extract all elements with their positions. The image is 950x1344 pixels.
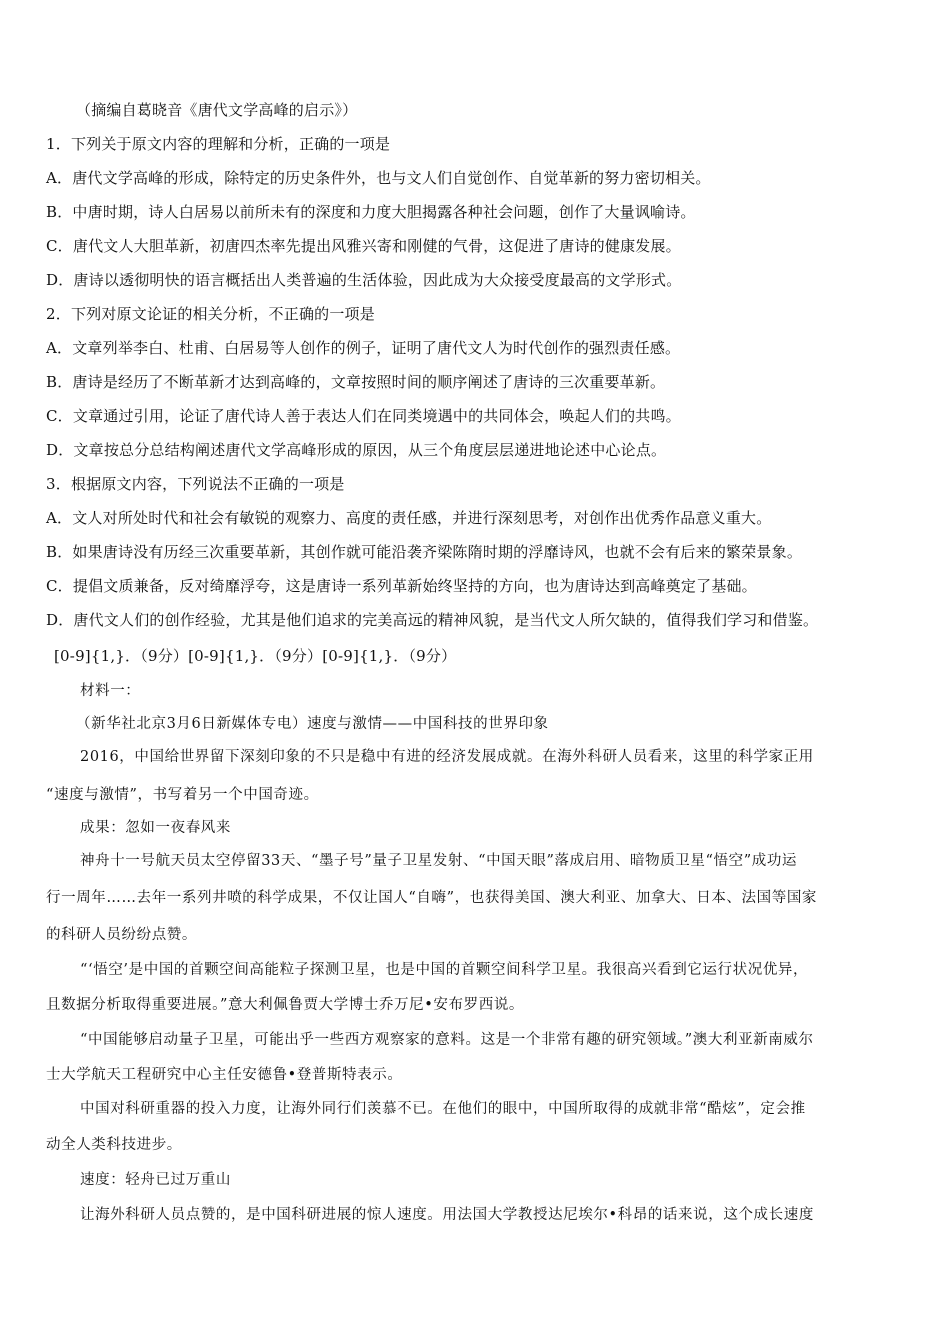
paragraph-4-line-2: 士大学航天工程研究中心主任安德鲁•登普斯特表示。 [46, 1067, 403, 1083]
paragraph-5-line-2: 动全人类科技进步。 [46, 1137, 182, 1153]
paragraph-3-line-1: “‘悟空’是中国的首颗空间高能粒子探测卫星，也是中国的首颗空间科学卫星。我很高兴看到它运行状况优异， [80, 962, 809, 978]
material-label: 材料一： [80, 683, 141, 699]
paragraph-6-line-1: 让海外科研人员点赞的，是中国科研进展的惊人速度。用法国大学教授达尼埃尔•科昂的话来说，这个成长速度 [80, 1207, 814, 1223]
question-1-stem: 1．下列关于原文内容的理解和分析，正确的一项是 [46, 135, 391, 153]
question-2-option-b: B．唐诗是经历了不断革新才达到高峰的，文章按照时间的顺序阐述了唐诗的三次重要革新。 [46, 373, 666, 391]
question-3-option-c: C．提倡文质兼备，反对绮靡浮夸，这是唐诗一系列革新始终坚持的方向，也为唐诗达到高峰奠定了基础。 [46, 577, 757, 595]
score-line: [0-9]{1,}．（9分）[0-9]{1,}．（9分）[0-9]{1,}．（9分） [54, 647, 457, 665]
question-3-option-b: B．如果唐诗没有历经三次重要革新，其创作就可能沿袭齐梁陈隋时期的浮靡诗风，也就不会有后来的繁荣景象。 [46, 543, 803, 561]
question-2-option-c: C．文章通过引用，论证了唐代诗人善于表达人们在同类境遇中的共同体会，唤起人们的共鸣。 [46, 407, 681, 425]
question-2-option-d: D．文章按总分总结构阐述唐代文学高峰形成的原因，从三个角度层层递进地论述中心论点。 [46, 441, 667, 459]
question-3-option-d: D．唐代文人们的创作经验，尤其是他们追求的完美高远的精神风貌，是当代文人所欠缺的，值得我们学习和借鉴。 [46, 611, 819, 629]
paragraph-1-line-1: 2016，中国给世界留下深刻印象的不只是稳中有进的经济发展成就。在海外科研人员看来，这里的科学家正用 [80, 749, 814, 765]
material-headline: （新华社北京3月6日新媒体专电）速度与激情——中国科技的世界印象 [76, 716, 549, 732]
question-2-option-a: A．文章列举李白、杜甫、白居易等人创作的例子，证明了唐代文人为时代创作的强烈责任感。 [46, 339, 681, 357]
source-note: （摘编自葛晓音《唐代文学高峰的启示》） [76, 101, 358, 119]
paragraph-3-line-2: 且数据分析取得重要进展。”意大利佩鲁贾大学博士乔万尼•安布罗西说。 [46, 997, 525, 1013]
question-1-option-a: A．唐代文学高峰的形成，除特定的历史条件外，也与文人们自觉创作、自觉革新的努力密切相关。 [46, 169, 711, 187]
question-1-option-d: D．唐诗以透彻明快的语言概括出人类普遍的生活体验，因此成为大众接受度最高的文学形式。 [46, 271, 682, 289]
section-heading-speed: 速度：轻舟已过万重山 [80, 1172, 231, 1188]
section-heading-achievements: 成果：忽如一夜春风来 [80, 820, 231, 836]
paragraph-1-line-2: “速度与激情”，书写着另一个中国奇迹。 [46, 787, 319, 803]
question-3-option-a: A．文人对所处时代和社会有敏锐的观察力、高度的责任感，并进行深刻思考，对创作出优秀作品意义重大。 [46, 509, 772, 527]
paragraph-4-line-1: “中国能够启动量子卫星，可能出乎一些西方观察家的意料。这是一个非常有趣的研究领域。”澳大利亚新南威尔 [80, 1032, 814, 1048]
question-1-option-c: C．唐代文人大胆革新，初唐四杰率先提出风雅兴寄和刚健的气骨，这促进了唐诗的健康发展。 [46, 237, 681, 255]
question-2-stem: 2．下列对原文论证的相关分析，不正确的一项是 [46, 305, 375, 323]
question-1-option-b: B．中唐时期，诗人白居易以前所未有的深度和力度大胆揭露各种社会问题，创作了大量讽喻诗。 [46, 203, 696, 221]
question-3-stem: 3．根据原文内容，下列说法不正确的一项是 [46, 475, 345, 493]
paragraph-2-line-3: 的科研人员纷纷点赞。 [46, 927, 197, 943]
paragraph-2-line-2: 行一周年……去年一系列井喷的科学成果，不仅让国人“自嗨”，也获得美国、澳大利亚、加拿大、日本、法国等国家 [46, 890, 818, 906]
paragraph-5-line-1: 中国对科研重器的投入力度，让海外同行们羡慕不已。在他们的眼中，中国所取得的成就非常“酷炫”，定会推 [80, 1101, 806, 1117]
paragraph-2-line-1: 神舟十一号航天员太空停留33天、“墨子号”量子卫星发射、“中国天眼”落成启用、暗物质卫星“悟空”成功运 [80, 853, 798, 869]
